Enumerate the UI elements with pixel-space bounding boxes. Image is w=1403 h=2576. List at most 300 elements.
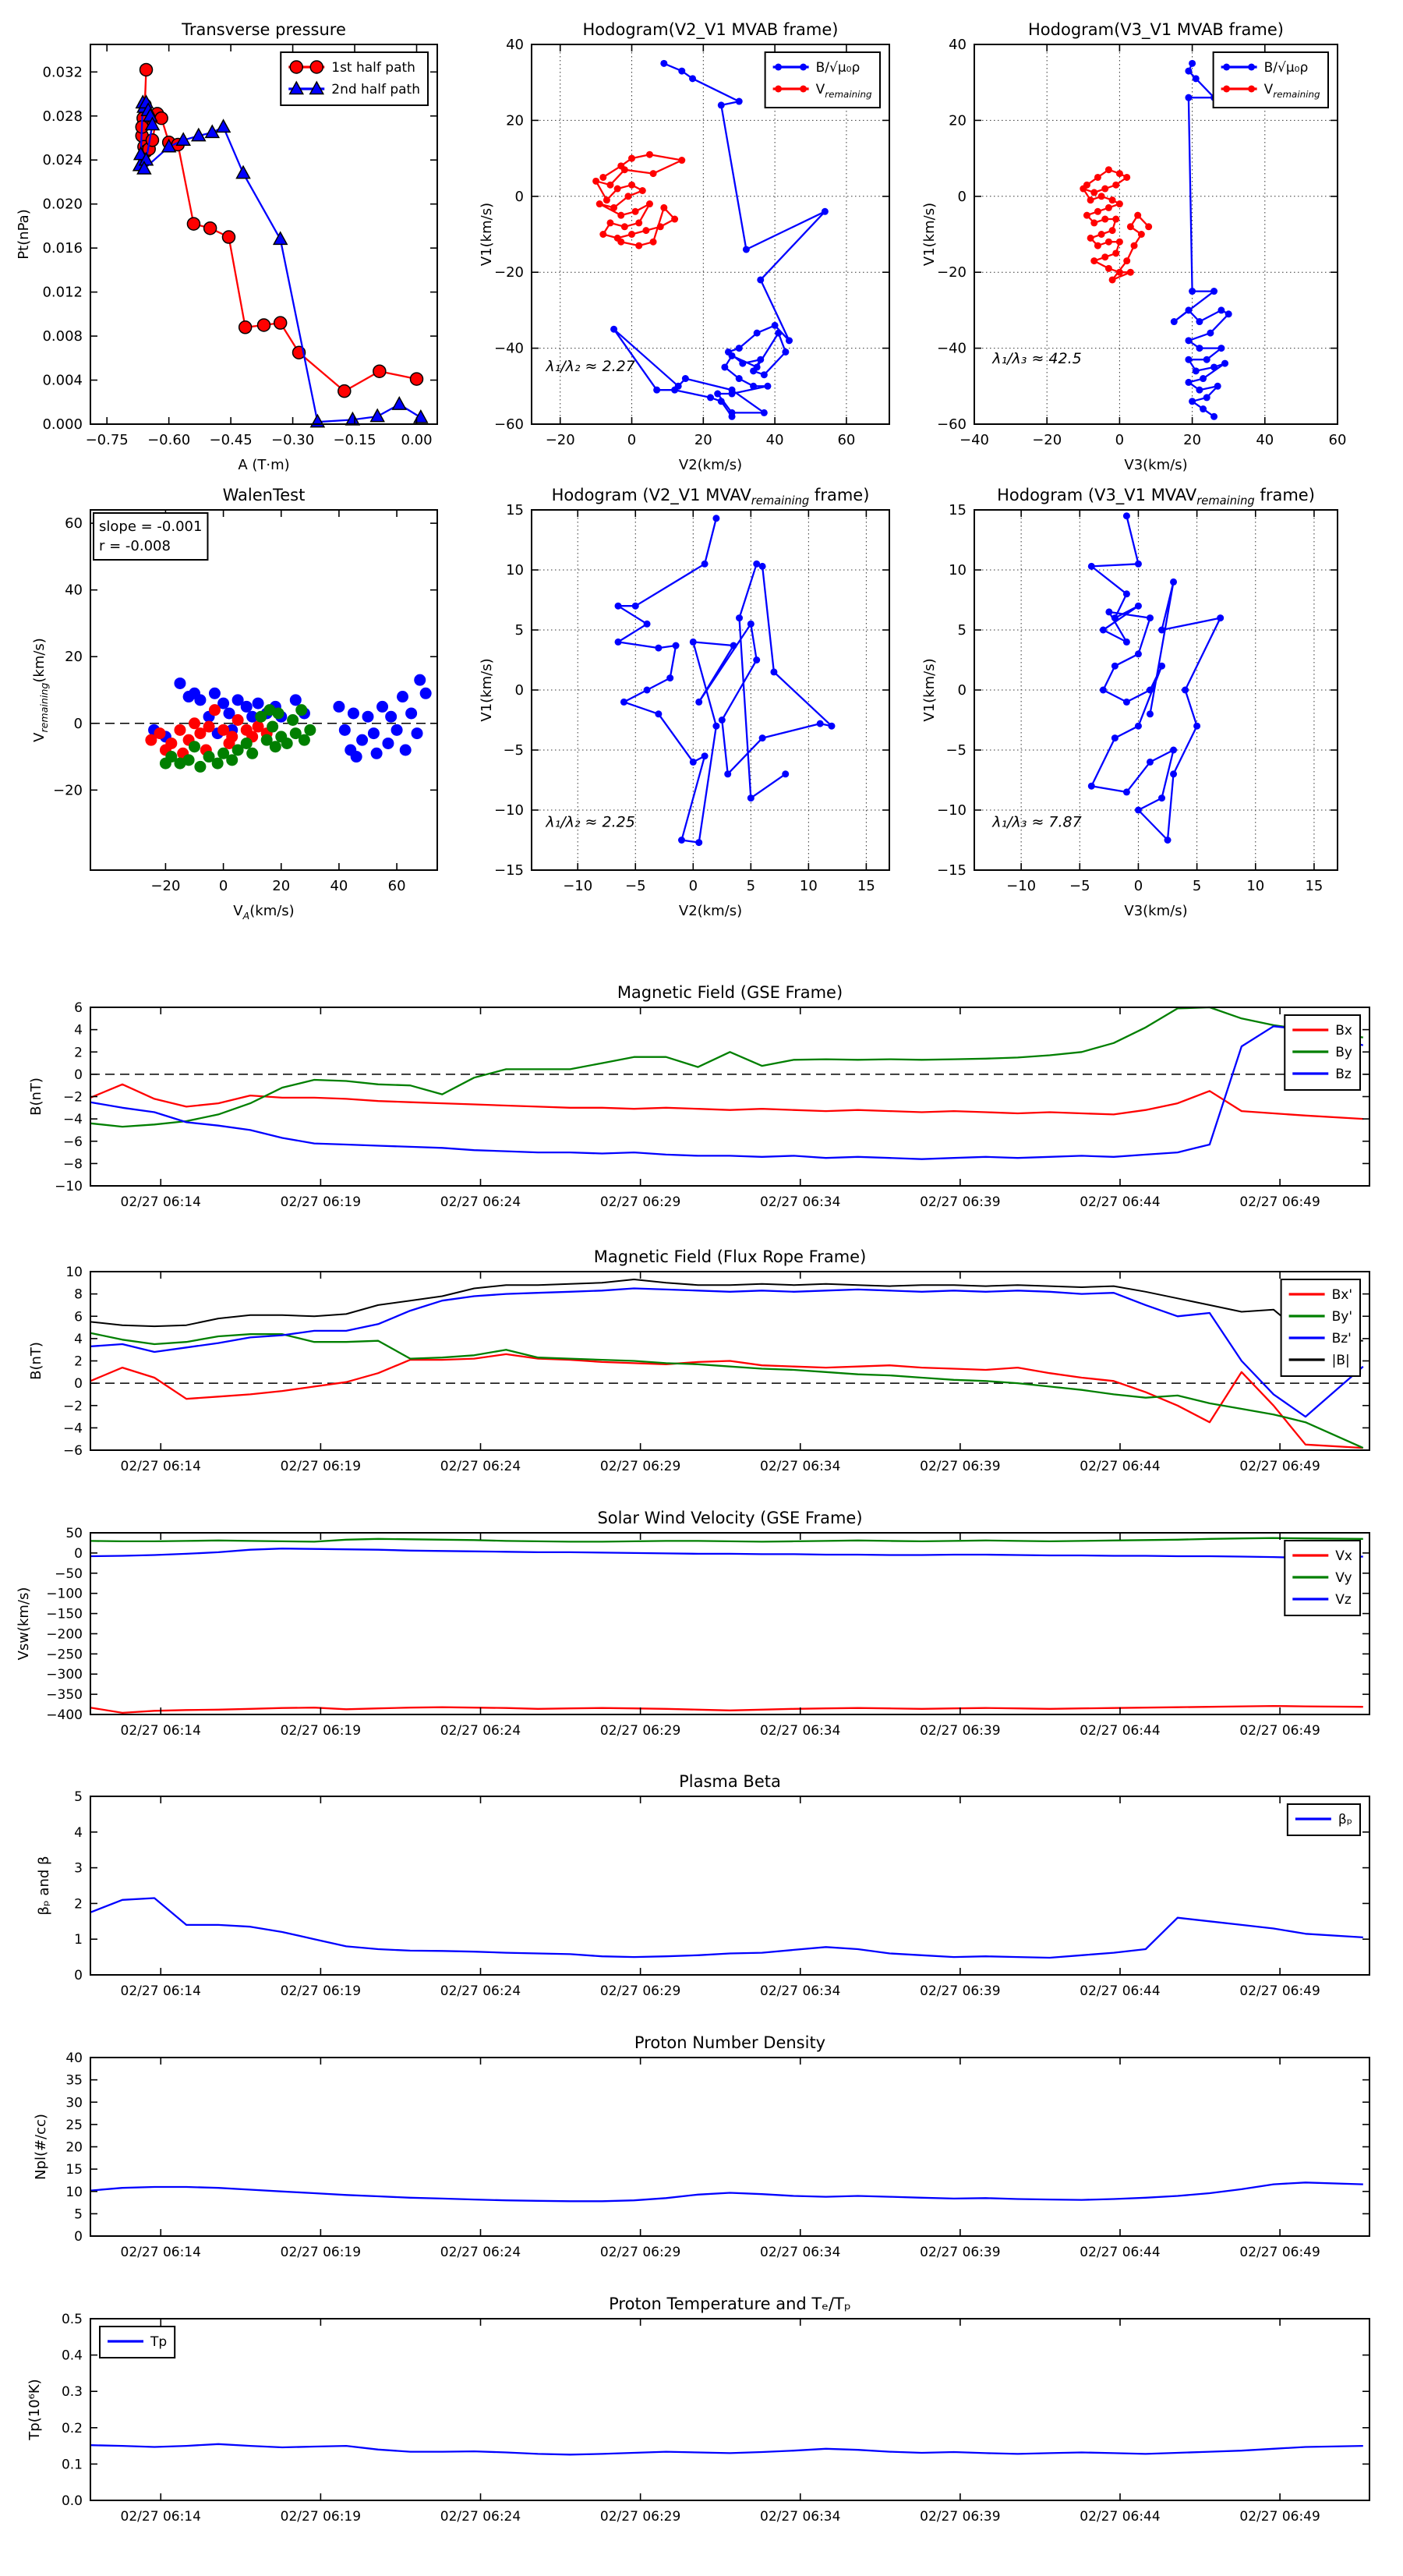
x-tick-label: 02/27 06:49 (1239, 1459, 1320, 1474)
data-point (642, 227, 649, 234)
y-tick-label: 3 (74, 1860, 83, 1877)
y-tick-label: 0 (73, 715, 83, 732)
x-tick-label: 02/27 06:49 (1239, 1194, 1320, 1210)
y-tick-label: 0.012 (42, 284, 83, 301)
x-tick-label: 02/27 06:29 (599, 1983, 681, 1999)
y-tick-label: −20 (937, 264, 967, 281)
x-axis-label: V3(km/s) (1124, 903, 1188, 919)
data-point (617, 212, 624, 219)
data-point (1135, 807, 1142, 814)
x-tick-label: 02/27 06:29 (599, 1194, 681, 1210)
chart-title-walen: WalenTest (222, 486, 306, 504)
y-tick-label: 15 (506, 502, 524, 518)
y-tick-label: 5 (957, 622, 967, 639)
legend-label: |B| (1331, 1353, 1350, 1368)
y-tick-label: −40 (937, 340, 967, 357)
y-tick-label: 0.5 (61, 2312, 83, 2327)
y-tick-label: 4 (74, 1824, 83, 1841)
y-axis-label: Tp(10⁶K) (27, 2379, 43, 2440)
data-point (1123, 512, 1130, 519)
data-point (660, 204, 667, 211)
eigenvalue-annotation: λ₁/λ₂ ≈ 2.27 (546, 357, 635, 375)
data-point (299, 734, 310, 746)
x-tick-label: −0.15 (333, 432, 376, 448)
y-tick-label: −150 (46, 1606, 83, 1622)
data-point (1105, 166, 1112, 173)
legend-label: 1st half path (331, 60, 415, 76)
y-tick-label: 10 (65, 2184, 83, 2200)
y-tick-label: −50 (55, 1566, 83, 1582)
y-tick-label: 10 (949, 562, 967, 579)
data-point (599, 231, 606, 238)
data-point (678, 157, 685, 164)
data-point (1196, 345, 1203, 352)
data-point (1135, 603, 1142, 610)
data-point (646, 151, 653, 158)
data-point (1134, 212, 1141, 219)
chart-title-hod4: Hodogram (V3_V1 $MVAV_{remaining}$ frame) (997, 486, 1315, 508)
y-tick-label: −6 (62, 1443, 83, 1459)
y-tick-label: 2 (74, 1353, 83, 1370)
data-point (707, 394, 714, 401)
y-tick-label: 0 (957, 682, 967, 699)
data-point (1147, 614, 1154, 621)
y-tick-label: 20 (506, 112, 524, 129)
x-tick-label: 15 (1305, 878, 1323, 894)
panel-beta (36, 1772, 1369, 1999)
panel-hod2 (921, 20, 1346, 473)
data-point (412, 727, 423, 739)
y-tick-label: 10 (65, 1265, 83, 1280)
y-tick-label: 0 (74, 2229, 83, 2245)
y-tick-label: −6 (62, 1134, 83, 1150)
data-point (759, 734, 766, 741)
data-point (775, 86, 782, 93)
x-tick-label: 15 (857, 878, 875, 894)
data-point (1111, 614, 1119, 621)
data-point (712, 723, 719, 730)
data-point (743, 246, 750, 253)
x-axis-label: V2(km/s) (678, 457, 743, 473)
data-point (624, 193, 631, 200)
data-point (246, 748, 258, 759)
y-tick-label: −60 (937, 416, 967, 433)
legend-tp (100, 2327, 175, 2358)
legend-label: Bz (1335, 1067, 1352, 1082)
data-point (1105, 239, 1112, 246)
data-point (351, 751, 362, 763)
x-tick-label: 02/27 06:39 (920, 1723, 1001, 1739)
data-point (1111, 734, 1119, 741)
y-tick-label: −10 (494, 802, 524, 819)
data-point (695, 839, 702, 846)
series-Bx' (90, 1354, 1363, 1448)
data-point (772, 322, 779, 329)
x-tick-label: 5 (1192, 878, 1202, 894)
x-tick-label: 02/27 06:39 (920, 1459, 1001, 1474)
data-point (678, 837, 685, 844)
data-point (730, 642, 737, 649)
x-tick-label: 02/27 06:34 (760, 2509, 841, 2525)
data-point (1127, 269, 1134, 276)
data-point (1185, 68, 1192, 75)
data-point (702, 752, 709, 759)
y-tick-label: −2 (62, 1398, 83, 1414)
series-Vx (90, 1706, 1363, 1713)
panel-tp (27, 2295, 1369, 2525)
y-tick-label: 1 (74, 1932, 83, 1948)
data-point (1109, 276, 1116, 283)
x-axis-label: V2(km/s) (678, 903, 743, 919)
data-point (1090, 257, 1097, 264)
data-point (274, 317, 287, 329)
y-tick-label: 0 (74, 1067, 83, 1083)
data-point (761, 409, 768, 416)
data-point (1185, 356, 1192, 363)
y-tick-label: −4 (62, 1112, 83, 1128)
data-point (1185, 306, 1192, 313)
x-tick-label: 02/27 06:49 (1239, 1983, 1320, 1999)
data-point (1138, 231, 1145, 238)
y-axis-label: $V_{remaining}(km/s)$ (31, 638, 50, 742)
data-point (800, 64, 807, 71)
data-point (1116, 239, 1123, 246)
data-point (666, 674, 673, 681)
data-point (274, 232, 287, 245)
y-tick-label: −250 (46, 1647, 83, 1663)
y-tick-label: 5 (74, 2206, 83, 2223)
legend-hod2 (1214, 52, 1328, 108)
data-point (695, 699, 702, 706)
x-tick-label: 02/27 06:24 (440, 1459, 521, 1474)
data-point (718, 398, 725, 405)
legend-vsw (1285, 1541, 1360, 1615)
data-point (1116, 170, 1123, 177)
x-tick-label: −20 (1032, 432, 1062, 448)
series-beta_p (90, 1898, 1363, 1959)
data-point (1105, 204, 1112, 211)
data-point (194, 761, 206, 773)
data-point (222, 231, 235, 243)
data-point (1100, 687, 1107, 694)
data-point (1210, 288, 1217, 295)
x-axis-label: $V_A(km/s)$ (233, 903, 295, 922)
x-tick-label: 02/27 06:44 (1080, 1194, 1161, 1210)
data-point (786, 337, 793, 344)
x-tick-label: −5 (624, 878, 646, 894)
data-point (1112, 216, 1119, 223)
y-tick-label: 0.3 (61, 2384, 83, 2401)
markers-1st half path (136, 63, 422, 397)
legend-bgse (1285, 1015, 1360, 1090)
x-tick-label: 20 (1183, 432, 1202, 448)
data-point (653, 387, 660, 394)
data-point (1123, 788, 1130, 795)
y-tick-label: −200 (46, 1626, 83, 1643)
data-point (290, 61, 302, 73)
legend-label: Bz' (1331, 1331, 1352, 1346)
y-tick-label: −4 (62, 1421, 83, 1437)
axes-frame (90, 1007, 1369, 1186)
y-tick-label: 6 (74, 1309, 83, 1325)
x-tick-label: 02/27 06:34 (760, 2245, 841, 2260)
data-point (333, 701, 345, 713)
data-point (397, 691, 408, 702)
data-point (1116, 200, 1123, 207)
data-point (1098, 231, 1105, 238)
data-point (702, 561, 709, 568)
data-point (621, 166, 628, 173)
data-point (1101, 186, 1108, 193)
data-point (828, 723, 835, 730)
panel-np (33, 2033, 1369, 2260)
data-point (644, 687, 651, 694)
series-Np (90, 2182, 1363, 2201)
legend-label: B/√μ₀ρ (815, 60, 861, 76)
data-point (736, 375, 743, 382)
x-tick-label: 60 (1328, 432, 1347, 448)
data-point (189, 717, 200, 729)
y-tick-label: −100 (46, 1586, 83, 1602)
markers-V remaining hodogram (615, 515, 836, 846)
y-tick-label: −20 (53, 782, 83, 799)
x-tick-label: 02/27 06:44 (1080, 1723, 1161, 1739)
data-point (603, 196, 610, 203)
data-point (660, 60, 667, 67)
y-tick-label: −10 (937, 802, 967, 819)
data-point (405, 707, 417, 719)
x-tick-label: 02/27 06:29 (599, 2509, 681, 2525)
x-tick-label: 02/27 06:14 (120, 1723, 201, 1739)
x-tick-label: −0.45 (209, 432, 253, 448)
panel-bfr (28, 1247, 1369, 1474)
data-point (1112, 249, 1119, 257)
data-point (1182, 687, 1189, 694)
legend-label: B/√μ₀ρ (1263, 60, 1309, 76)
markers-B/sqrt(mu0 rho) (610, 60, 829, 420)
x-tick-label: 10 (1246, 878, 1265, 894)
y-tick-label: 0.000 (42, 416, 83, 433)
data-point (1094, 242, 1101, 249)
data-point (1217, 345, 1225, 352)
y-axis-label: V1(km/s) (479, 202, 495, 267)
panel-vsw (16, 1509, 1369, 1739)
data-point (628, 231, 635, 238)
data-point (736, 98, 743, 105)
chart-title-hod2: Hodogram(V3_V1 MVAB frame) (1028, 20, 1284, 39)
data-point (782, 349, 789, 356)
data-point (1210, 363, 1217, 370)
y-tick-label: −5 (503, 742, 524, 759)
data-point (217, 120, 230, 133)
data-point (362, 711, 374, 723)
series-B/sqrt(mu0 rho) (614, 63, 825, 416)
data-point (338, 385, 351, 398)
series-Bx (90, 1085, 1363, 1119)
legend-label: By' (1331, 1309, 1352, 1325)
x-tick-label: 02/27 06:19 (280, 1723, 362, 1739)
data-point (204, 222, 217, 235)
data-point (606, 219, 613, 226)
data-point (209, 688, 221, 699)
data-point (1189, 60, 1196, 67)
data-point (348, 707, 359, 719)
data-point (1200, 375, 1207, 382)
data-point (736, 614, 743, 621)
data-point (628, 182, 635, 189)
y-tick-label: −5 (945, 742, 967, 759)
data-point (646, 200, 653, 207)
y-tick-label: 0.028 (42, 108, 83, 125)
y-tick-label: 2 (74, 1045, 83, 1061)
data-point (671, 216, 678, 223)
data-point (1080, 186, 1087, 193)
x-tick-label: 0 (688, 878, 698, 894)
eigenvalue-annotation: λ₁/λ₃ ≈ 42.5 (992, 350, 1082, 368)
chart-title-pt: Transverse pressure (182, 20, 346, 39)
data-point (639, 187, 646, 194)
data-point (1203, 394, 1210, 401)
x-tick-label: 60 (387, 878, 406, 894)
data-point (729, 352, 736, 359)
y-tick-label: −60 (494, 416, 524, 433)
data-point (1105, 608, 1112, 615)
data-point (1158, 663, 1165, 670)
data-point (775, 330, 782, 337)
data-point (690, 639, 697, 646)
data-point (1135, 723, 1142, 730)
data-point (712, 515, 719, 522)
series-V remaining hodogram (1091, 516, 1220, 840)
data-point (1090, 219, 1097, 226)
legend-label: $V_{remaining}$ (815, 82, 872, 100)
panel-hod3 (479, 486, 889, 919)
data-point (736, 345, 743, 352)
eigenvalue-annotation: λ₁/λ₃ ≈ 7.87 (992, 813, 1082, 831)
legend-label: By (1335, 1045, 1352, 1060)
y-tick-label: 25 (65, 2117, 83, 2133)
y-tick-label: −400 (46, 1707, 83, 1723)
data-point (592, 178, 599, 185)
y-tick-label: 5 (514, 622, 524, 639)
data-point (606, 182, 613, 189)
data-point (657, 223, 664, 230)
stats-line: r = -0.008 (99, 538, 171, 554)
data-point (239, 321, 252, 334)
y-tick-label: 0 (514, 188, 524, 205)
data-point (140, 63, 153, 76)
y-tick-label: 20 (65, 649, 83, 666)
x-tick-label: 0 (1115, 432, 1125, 448)
axes-frame (90, 510, 437, 870)
data-point (1223, 86, 1230, 93)
x-tick-label: 02/27 06:39 (920, 2509, 1001, 2525)
data-point (339, 724, 351, 736)
data-point (385, 711, 397, 723)
data-point (761, 371, 768, 378)
data-point (1112, 182, 1119, 189)
series-Vy (90, 1538, 1363, 1542)
x-tick-label: 0 (218, 878, 228, 894)
x-tick-label: 5 (746, 878, 756, 894)
stats-line: slope = -0.001 (99, 518, 203, 535)
y-axis-label: B(nT) (28, 1342, 44, 1380)
x-tick-label: 02/27 06:14 (120, 1459, 201, 1474)
data-point (817, 720, 824, 727)
data-point (1083, 212, 1090, 219)
x-tick-label: 02/27 06:34 (760, 1459, 841, 1474)
x-tick-label: 02/27 06:19 (280, 1194, 362, 1210)
data-point (678, 68, 685, 75)
data-point (770, 668, 777, 675)
legend-label: βₚ (1338, 1812, 1352, 1828)
y-tick-label: 15 (949, 502, 967, 518)
x-tick-label: 20 (272, 878, 291, 894)
data-point (718, 101, 725, 108)
chart-title-bgse: Magnetic Field (GSE Frame) (617, 983, 843, 1002)
data-point (241, 738, 253, 749)
data-point (1088, 783, 1095, 790)
y-tick-label: −40 (494, 340, 524, 357)
x-tick-label: −10 (1006, 878, 1037, 894)
x-tick-label: 02/27 06:39 (920, 1194, 1001, 1210)
chart-title-vsw: Solar Wind Velocity (GSE Frame) (597, 1509, 863, 1527)
y-tick-label: 0.008 (42, 328, 83, 345)
data-point (757, 356, 764, 363)
data-point (391, 724, 403, 736)
data-point (615, 603, 622, 610)
markers-B/sqrt(mu0 rho) (1171, 60, 1232, 420)
legend-label: Vy (1335, 1570, 1352, 1586)
data-point (1131, 242, 1138, 249)
x-tick-label: 02/27 06:14 (120, 2245, 201, 2260)
x-tick-label: −5 (1069, 878, 1090, 894)
x-tick-label: 40 (330, 878, 348, 894)
y-axis-label: βₚ and β (36, 1856, 52, 1916)
data-point (614, 186, 621, 193)
data-point (750, 383, 757, 390)
data-point (689, 75, 696, 82)
data-point (757, 276, 764, 283)
data-point (1100, 627, 1107, 634)
data-point (393, 398, 406, 410)
chart-title-tp: Proton Temperature and Tₑ/Tₚ (609, 2295, 851, 2313)
legend-label: 2nd half path (331, 82, 420, 97)
x-tick-label: 02/27 06:14 (120, 1194, 201, 1210)
x-tick-label: −10 (563, 878, 593, 894)
x-tick-label: 02/27 06:34 (760, 1723, 841, 1739)
chart-title-bfr: Magnetic Field (Flux Rope Frame) (593, 1247, 867, 1266)
data-point (209, 704, 221, 716)
data-point (1223, 64, 1230, 71)
y-tick-label: 0 (74, 1545, 83, 1562)
y-tick-label: −10 (55, 1179, 83, 1194)
data-point (1127, 223, 1134, 230)
legend-label: Vx (1335, 1548, 1352, 1564)
data-point (753, 561, 760, 568)
markers-2nd half path (133, 96, 427, 427)
data-point (273, 707, 284, 719)
x-tick-label: 02/27 06:24 (440, 1983, 521, 1999)
data-point (368, 727, 380, 739)
data-point (1158, 794, 1165, 801)
y-tick-label: 40 (506, 37, 524, 53)
data-point (1196, 318, 1203, 325)
data-point (356, 734, 368, 746)
data-point (1101, 216, 1108, 223)
y-tick-label: 30 (65, 2095, 83, 2111)
data-point (183, 754, 195, 766)
